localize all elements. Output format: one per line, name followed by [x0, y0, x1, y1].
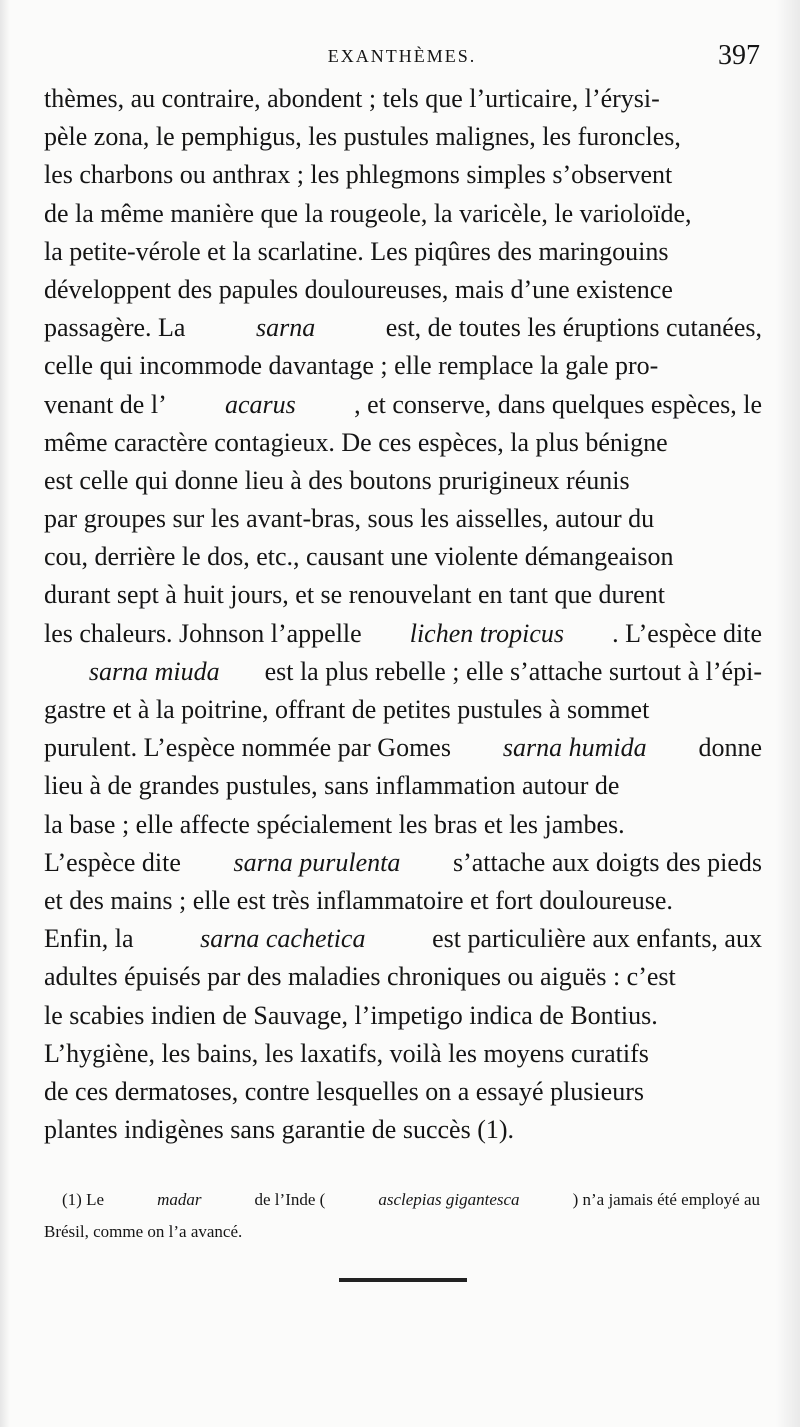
text-line: [44, 347, 762, 385]
text-segment: venant de l’: [44, 389, 167, 419]
text-segment: et des mains ; elle est très inflammatoire et fort douloureuse.: [44, 885, 673, 915]
text-line: [44, 576, 762, 614]
text-segment: durant sept à huit jours, et se renouvelant en tant que durent: [44, 580, 665, 610]
text-segment: Enfin, la: [44, 924, 134, 954]
text-segment: le scabies indien de Sauvage, l’impetigo indica de Bontius.: [44, 1000, 658, 1030]
text-segment: L’espèce dite: [44, 847, 181, 877]
text-line: [44, 882, 762, 920]
text-line: [44, 844, 762, 882]
italic-term: sarna: [256, 313, 316, 343]
text-segment: celle qui incommode davantage ; elle remplace la gale pro-: [44, 351, 659, 381]
text-segment: , et conserve, dans quelques espèces, le: [354, 389, 762, 419]
italic-term: sarna cachetica: [200, 924, 366, 954]
text-segment: lieu à de grandes pustules, sans inflammation autour de: [44, 771, 620, 801]
text-segment: ) n’a jamais été employé au: [572, 1190, 760, 1209]
text-line: [44, 424, 762, 462]
text-line: [44, 309, 762, 347]
text-segment: de ces dermatoses, contre lesquelles on a essayé plusieurs: [44, 1076, 644, 1106]
text-segment: L’hygiène, les bains, les laxatifs, voilà les moyens curatifs: [44, 1038, 649, 1068]
text-segment: la base ; elle affecte spécialement les bras et les jambes.: [44, 809, 625, 839]
text-line: [44, 156, 762, 194]
text-segment: s’attache aux doigts des pieds: [452, 847, 762, 877]
page-header: [44, 40, 760, 80]
text-line: [44, 729, 762, 767]
text-segment: est, de toutes les éruptions cutanées,: [385, 313, 762, 343]
text-segment: thèmes, au contraire, abondent ; tels que l’urticaire, l’érysi-: [44, 84, 660, 113]
text-segment: développent des papules douloureuses, mais d’une existence: [44, 274, 673, 304]
text-line: [44, 271, 762, 309]
text-segment: la petite-vérole et la scarlatine. Les piqûres des maringouins: [44, 236, 669, 266]
text-line: [44, 195, 762, 233]
text-segment: adultes épuisés par des maladies chroniques ou aiguës : c’est: [44, 962, 676, 992]
text-segment: pèle zona, le pemphigus, les pustules malignes, les furoncles,: [44, 122, 681, 152]
italic-term: lichen tropicus: [409, 618, 565, 648]
text-line: [44, 462, 762, 500]
text-segment: cou, derrière le dos, etc., causant une violente démangeaison: [44, 542, 674, 572]
text-segment: par groupes sur les avant-bras, sous les aisselles, autour du: [44, 504, 655, 534]
text-line: [44, 958, 762, 996]
text-segment: de l’Inde (: [254, 1190, 326, 1209]
text-line: [44, 538, 762, 576]
italic-term: sarna miuda: [88, 656, 220, 686]
text-segment: . L’espèce dite: [612, 618, 762, 648]
text-segment: même caractère contagieux. De ces espèces, la plus bénigne: [44, 427, 668, 457]
end-rule: [339, 1278, 467, 1282]
italic-term: madar: [157, 1190, 202, 1209]
italic-term: acarus: [225, 389, 296, 419]
page-shadow-left: [0, 0, 10, 1427]
text-segment: (1) Le: [62, 1190, 105, 1209]
text-segment: plantes indigènes sans garantie de succès (1).: [44, 1115, 515, 1145]
text-segment: les charbons ou anthrax ; les phlegmons simples s’observent: [44, 160, 673, 190]
text-line: [44, 691, 762, 729]
text-line: [44, 615, 762, 653]
text-line: [44, 386, 762, 424]
footnote-line: [44, 1216, 760, 1248]
running-head: EXANTHÈMES.: [327, 46, 477, 66]
footnote-line: [44, 1184, 760, 1216]
text-line: [44, 997, 762, 1035]
text-segment: passagère. La: [44, 313, 186, 343]
text-segment: est la plus rebelle ; elle s’attache surtout à l’épi-: [264, 656, 762, 686]
italic-term: sarna humida: [502, 733, 647, 763]
text-segment: Brésil, comme on l’a avancé.: [44, 1222, 243, 1241]
text-line: [44, 920, 762, 958]
text-line: [44, 1035, 762, 1073]
text-line: [44, 233, 762, 271]
text-line: [44, 80, 762, 118]
text-line: [44, 653, 762, 691]
text-segment: est celle qui donne lieu à des boutons prurigineux réunis: [44, 465, 630, 495]
text-line: [44, 1073, 762, 1111]
page-shadow-right: [776, 0, 800, 1427]
text-line: [44, 767, 762, 805]
footnote: [44, 1184, 760, 1248]
italic-term: asclepias gigantesca: [378, 1190, 520, 1209]
text-segment: est particulière aux enfants, aux: [432, 924, 762, 954]
text-segment: purulent. L’espèce nommée par Gomes: [44, 733, 451, 763]
body-text: [44, 80, 762, 1149]
page-number: 397: [718, 40, 760, 71]
text-segment: donne: [698, 733, 762, 763]
text-line: [44, 806, 762, 844]
text-segment: de la même manière que la rougeole, la varicèle, le varioloïde,: [44, 198, 692, 228]
text-segment: gastre et à la poitrine, offrant de petites pustules à sommet: [44, 695, 650, 724]
text-line: [44, 118, 762, 156]
text-segment: les chaleurs. Johnson l’appelle: [44, 618, 362, 648]
text-line: [44, 500, 762, 538]
text-line: [44, 1111, 762, 1149]
italic-term: sarna purulenta: [233, 847, 401, 877]
